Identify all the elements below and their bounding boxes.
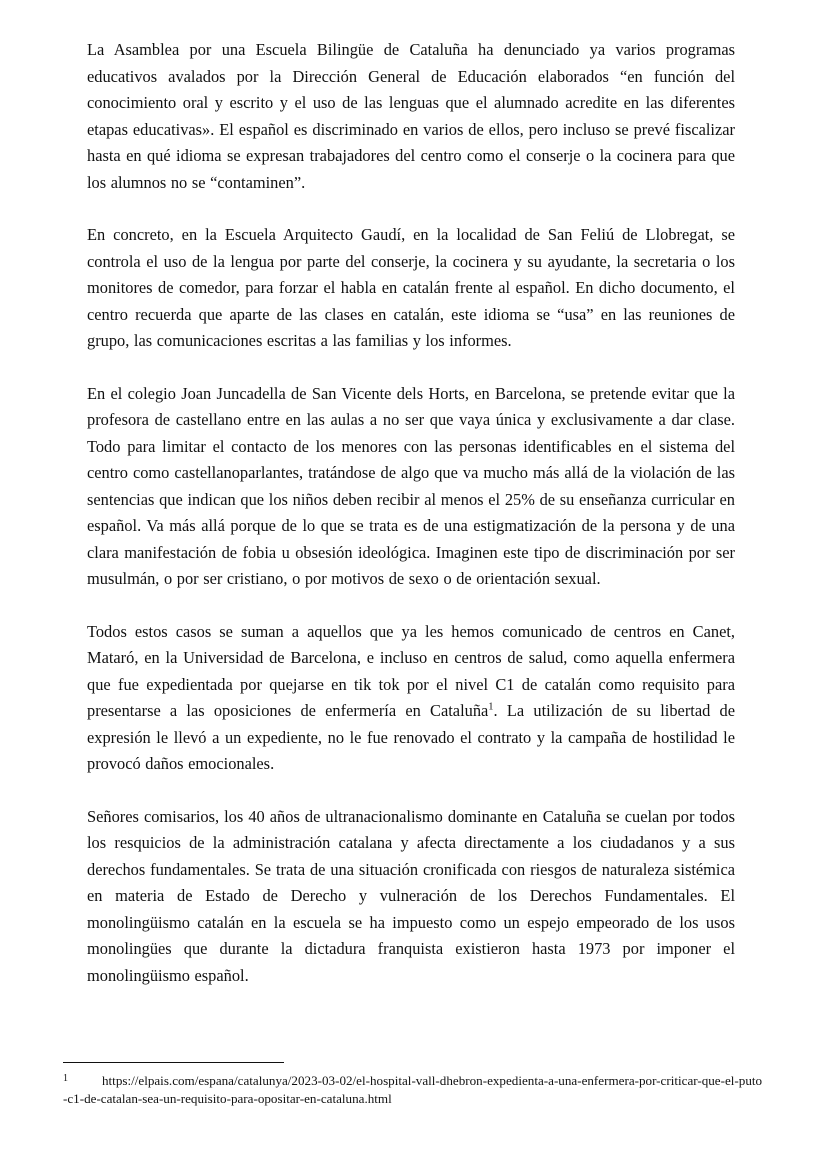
paragraph-4	[87, 619, 735, 778]
footnote-number: 1	[63, 1073, 68, 1084]
paragraph-1: La Asamblea por una Escuela Bilingüe de Cataluña ha denunciado ya varios programas educativos avalados por la Dirección General de Educación elaborados “en función del conocimiento oral y escrito y el uso de las lenguas que el alumnado acredite en las diferentes etapas educativas». El español es discriminado en varios de ellos, pero incluso se prevé fiscalizar hasta en qué idioma se expresan trabajadores del centro como el conserje o la cocinera para que los alumnos no se “contaminen”.	[87, 40, 735, 192]
footnote-link[interactable]: https://elpais.com/espana/catalunya/2023-03-02/el-hospital-vall-dhebron-expedienta-a-una-enfermera-por-criticar-que-el-puto-c1-de-catalan-sea-un-requisito-para-opositar-en-cataluna.html	[63, 1073, 763, 1106]
paragraph-4-text-before: Todos estos casos se suman a aquellos que ya les hemos comunicado de centros en Canet, Mataró, en la Universidad de Barcelona, e incluso en centros de salud, como aquella enfermera que fue expedientada por quejarse en tik tok por el nivel C1 de catalán como requisito para presentarse a las oposiciones de enfermería en Cataluña	[87, 621, 735, 720]
paragraph-2: En concreto, en la Escuela Arquitecto Gaudí, en la localidad de San Feliú de Llobregat, se controla el uso de la lengua por parte del conserje, la cocinera y su ayudante, la secretaria o los monitores de comedor, para forzar el habla en catalán frente al español. En dicho documento, el centro recuerda que aparte de las clases en catalán, este idioma se “usa” en las reuniones de grupo, las comunicaciones escritas a las familias y los informes.	[87, 225, 735, 350]
footnote-reference[interactable]: 1	[488, 701, 494, 713]
footnote	[63, 1072, 763, 1108]
paragraph-5: Señores comisarios, los 40 años de ultranacionalismo dominante en Cataluña se cuelan por todos los resquicios de la administración catalana y afecta directamente a los ciudadanos y a sus derechos fundamentales. Se trata de una situación cronificada con riesgos de naturaleza sistémica en materia de Estado de Derecho y vulneración de los Derechos Fundamentales. El monolingüismo catalán en la escuela se ha impuesto como un espejo empeorado de los usos monolingües que durante la dictadura franquista existieron hasta 1973 por imponer el monolingüismo español.	[87, 806, 735, 985]
paragraph-4-text-after: . La utilización de su libertad de expresión le llevó a un expediente, no le fue renovado el contrato y la campaña de hostilidad le provocó daños emocionales.	[87, 701, 735, 773]
document-body	[87, 37, 735, 1015]
paragraph-3: En el colegio Joan Juncadella de San Vicente dels Horts, en Barcelona, se pretende evitar que la profesora de castellano entre en las aulas a no ser que vaya única y exclusivamente a dar clase. Todo para limitar el contacto de los menores con las personas identificables en el sistema del centro como castellanoparlantes, tratándose de algo que va mucho más allá de la violación de las sentencias que indican que los niños deben recibir al menos el 25% de su enseñanza curricular en español. Va más allá porque de lo que se trata es de una estigmatización de la persona y de una clara manifestación de fobia u obsesión ideológica. Imaginen este tipo de discriminación por ser musulmán, o por ser cristiano, o por motivos de sexo o de orientación sexual.	[87, 383, 735, 588]
footnote-separator	[63, 1062, 284, 1063]
